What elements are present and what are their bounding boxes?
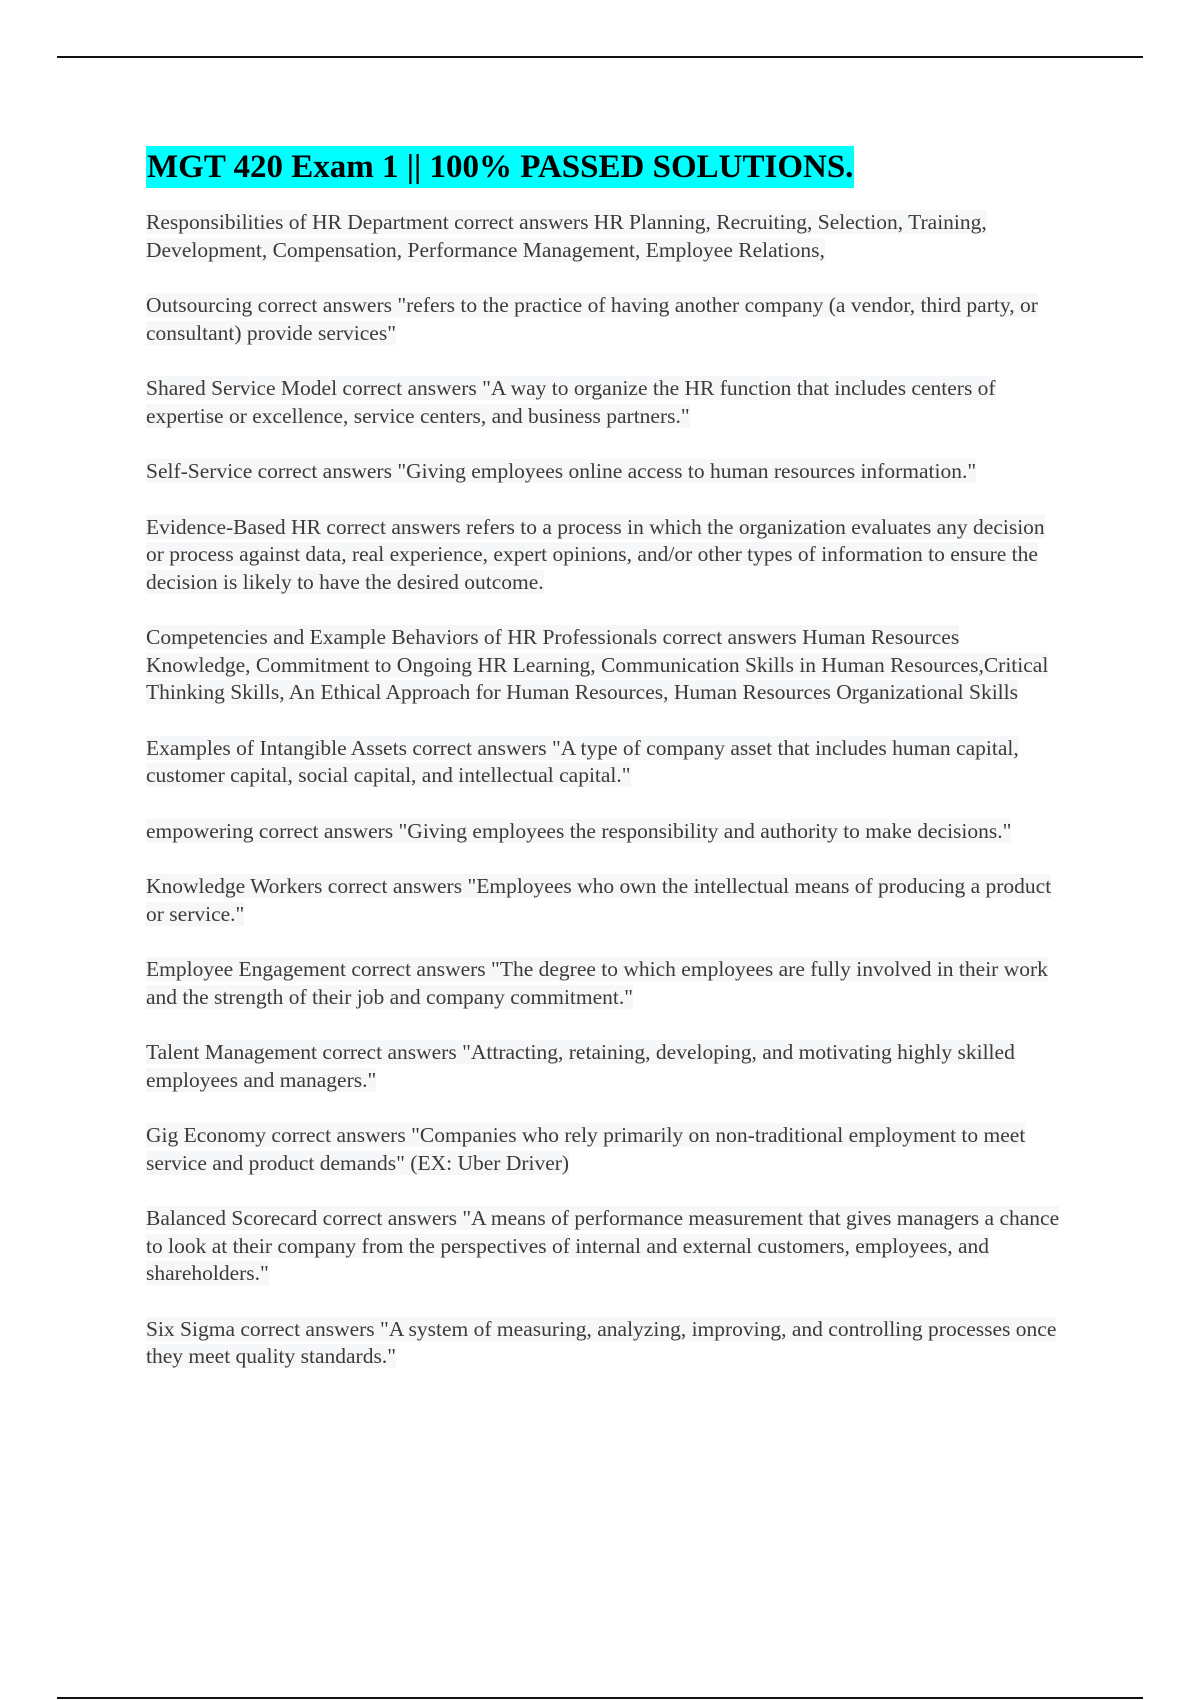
qa-entry-employee-engagement bbox=[146, 956, 1066, 1011]
qa-entry-text: Gig Economy correct answers "Companies who rely primarily on non-traditional employment to meet service and product demands" (EX: Uber Driver) bbox=[146, 1123, 1026, 1175]
document-body bbox=[146, 146, 1066, 1399]
qa-entry-balanced-scorecard bbox=[146, 1205, 1066, 1288]
qa-entry-text: Outsourcing correct answers "refers to the practice of having another company (a vendor, third party, or consultant) provide services" bbox=[146, 293, 1038, 345]
qa-entry-self-service bbox=[146, 458, 1066, 486]
qa-entry-text: Balanced Scorecard correct answers "A means of performance measurement that gives managers a chance to look at their company from the perspectives of internal and external customers, employees, and shareholders." bbox=[146, 1206, 1060, 1285]
qa-entry-text: Talent Management correct answers "Attracting, retaining, developing, and motivating highly skilled employees and managers." bbox=[146, 1040, 1015, 1092]
qa-entry-knowledge-workers bbox=[146, 873, 1066, 928]
qa-entry-gig-economy bbox=[146, 1122, 1066, 1177]
qa-entry-text: Examples of Intangible Assets correct answers "A type of company asset that includes human capital, customer capital, social capital, and intellectual capital." bbox=[146, 735, 1019, 787]
qa-entry-text: empowering correct answers "Giving employees the responsibility and authority to make decisions." bbox=[146, 818, 1012, 843]
qa-entry-empowering bbox=[146, 818, 1066, 846]
qa-entry-text: Shared Service Model correct answers "A way to organize the HR function that includes centers of expertise or excellence, service centers, and business partners." bbox=[146, 376, 996, 428]
qa-entry-text: Evidence-Based HR correct answers refers to a process in which the organization evaluates any decision or process against data, real experience, expert opinions, and/or other types of information to ensure the decision is likely to have the desired outcome. bbox=[146, 514, 1045, 594]
qa-entry-competencies bbox=[146, 624, 1066, 707]
qa-entry-shared-service-model bbox=[146, 375, 1066, 430]
top-rule bbox=[57, 56, 1143, 58]
qa-entry-text: Knowledge Workers correct answers "Employees who own the intellectual means of producing a product or service." bbox=[146, 874, 1052, 926]
qa-entry-talent-management bbox=[146, 1039, 1066, 1094]
qa-entry-text: Self-Service correct answers "Giving employees online access to human resources information." bbox=[146, 459, 977, 483]
bottom-rule bbox=[57, 1697, 1143, 1699]
qa-entry-evidence-based-hr bbox=[146, 514, 1066, 597]
qa-entry-text: Responsibilities of HR Department correct answers HR Planning, Recruiting, Selection, Training, Development, Compensation, Performance Management, Employee Relations, bbox=[146, 210, 987, 262]
qa-entry-text: Six Sigma correct answers "A system of measuring, analyzing, improving, and controlling processes once they meet quality standards." bbox=[146, 1316, 1057, 1368]
qa-entry-intangible-assets bbox=[146, 735, 1066, 790]
qa-list bbox=[146, 209, 1066, 1371]
qa-entry-text: Employee Engagement correct answers "The degree to which employees are fully involved in their work and the strength of their job and company commitment." bbox=[146, 957, 1048, 1009]
qa-entry-outsourcing bbox=[146, 292, 1066, 347]
document-title: MGT 420 Exam 1 || 100% PASSED SOLUTIONS. bbox=[146, 146, 854, 188]
qa-entry-six-sigma bbox=[146, 1316, 1066, 1371]
qa-entry-responsibilities-of-hr bbox=[146, 209, 1066, 264]
qa-entry-text: Competencies and Example Behaviors of HR Professionals correct answers Human Resources Knowledge, Commitment to Ongoing HR Learning, Communication Skills in Human Resources,Critical Thinking Skills, An Ethical Approach for Human Resources, Human Resources Organizational Skills bbox=[146, 625, 1049, 704]
